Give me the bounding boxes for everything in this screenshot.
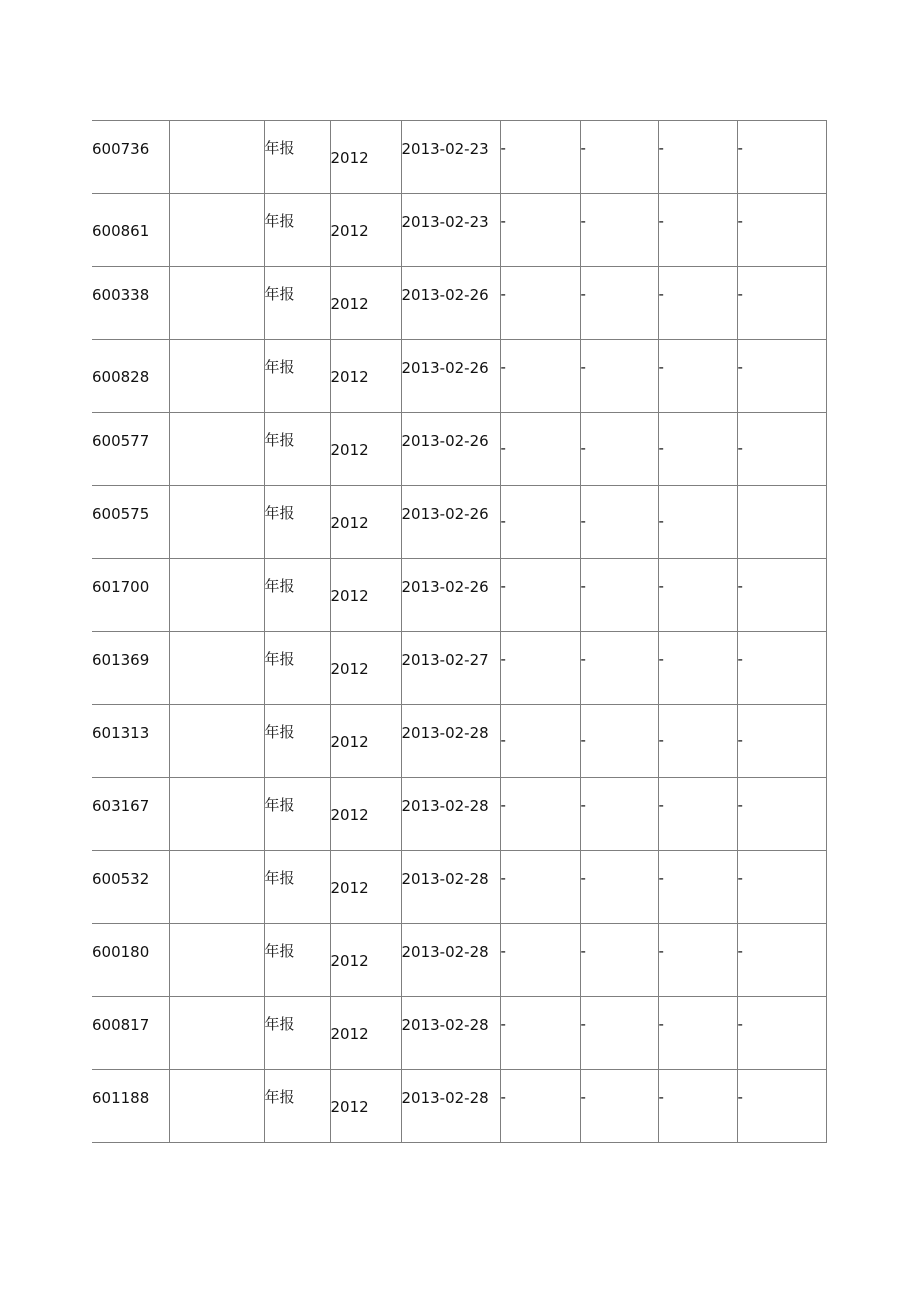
report-year-cell xyxy=(330,413,401,486)
disclosure-date-cell-text: 2013-02-28 xyxy=(401,870,489,888)
value-cell-1 xyxy=(500,340,580,413)
disclosure-date-cell xyxy=(401,632,500,705)
disclosure-date-cell xyxy=(401,924,500,997)
report-year-cell-text: 2012 xyxy=(330,587,369,605)
report-year-cell-text: 2012 xyxy=(330,1098,369,1116)
report-year-cell xyxy=(330,632,401,705)
stock-code-cell-text: 600180 xyxy=(92,943,150,961)
value-cell-2-text: - xyxy=(580,1015,586,1033)
report-year-cell-text: 2012 xyxy=(330,295,369,313)
value-cell-4-text: - xyxy=(737,285,743,303)
disclosure-date-cell xyxy=(401,559,500,632)
value-cell-1-text: - xyxy=(500,212,506,230)
stock-name-cell xyxy=(169,121,264,194)
disclosure-date-cell xyxy=(401,1070,500,1143)
report-year-cell xyxy=(330,778,401,851)
report-year-cell-text: 2012 xyxy=(330,1025,369,1043)
value-cell-4 xyxy=(737,851,826,924)
value-cell-2 xyxy=(580,340,658,413)
disclosure-date-cell-text: 2013-02-28 xyxy=(401,1016,489,1034)
report-year-cell-text: 2012 xyxy=(330,441,369,459)
value-cell-3-text: - xyxy=(658,1015,664,1033)
stock-name-cell xyxy=(169,632,264,705)
value-cell-4-text: - xyxy=(737,650,743,668)
report-type-cell xyxy=(264,924,330,997)
report-type-cell-text: 年报 xyxy=(264,212,295,230)
report-year-cell-text: 2012 xyxy=(330,879,369,897)
value-cell-4 xyxy=(737,559,826,632)
disclosure-date-cell-text: 2013-02-23 xyxy=(401,213,489,231)
value-cell-4-text: - xyxy=(737,942,743,960)
disclosure-date-cell-text: 2013-02-26 xyxy=(401,578,489,596)
value-cell-1-text: - xyxy=(500,942,506,960)
value-cell-3 xyxy=(658,924,737,997)
value-cell-1 xyxy=(500,486,580,559)
report-year-cell-text: 2012 xyxy=(330,514,369,532)
value-cell-4-text xyxy=(738,486,826,512)
value-cell-2 xyxy=(580,705,658,778)
value-cell-2 xyxy=(580,559,658,632)
stock-code-cell-text: 601700 xyxy=(92,578,150,596)
value-cell-2-text: - xyxy=(580,942,586,960)
stock-code-cell xyxy=(92,705,169,778)
table-row xyxy=(92,705,826,778)
table-row xyxy=(92,632,826,705)
value-cell-2 xyxy=(580,121,658,194)
value-cell-4 xyxy=(737,924,826,997)
value-cell-2 xyxy=(580,632,658,705)
report-year-cell xyxy=(330,997,401,1070)
value-cell-1-text: - xyxy=(500,731,506,749)
value-cell-2-text: - xyxy=(580,577,586,595)
stock-code-cell xyxy=(92,1070,169,1143)
table-row xyxy=(92,559,826,632)
value-cell-1 xyxy=(500,194,580,267)
value-cell-3-text: - xyxy=(658,796,664,814)
report-year-cell xyxy=(330,924,401,997)
stock-code-cell xyxy=(92,997,169,1070)
disclosure-date-cell xyxy=(401,486,500,559)
report-year-cell-text: 2012 xyxy=(330,222,369,240)
value-cell-4 xyxy=(737,632,826,705)
disclosure-date-cell-text: 2013-02-27 xyxy=(401,651,489,669)
value-cell-1-text: - xyxy=(500,650,506,668)
value-cell-3 xyxy=(658,1070,737,1143)
stock-code-cell xyxy=(92,340,169,413)
disclosure-date-cell xyxy=(401,997,500,1070)
value-cell-1-text: - xyxy=(500,285,506,303)
report-type-cell xyxy=(264,413,330,486)
value-cell-3-text: - xyxy=(658,212,664,230)
disclosure-date-cell-text: 2013-02-28 xyxy=(401,797,489,815)
value-cell-4-text: - xyxy=(737,212,743,230)
value-cell-3-text: - xyxy=(658,731,664,749)
report-type-cell xyxy=(264,267,330,340)
table-body xyxy=(92,121,826,1143)
report-type-cell xyxy=(264,851,330,924)
report-type-cell-text: 年报 xyxy=(264,942,295,960)
value-cell-1 xyxy=(500,267,580,340)
report-year-cell-text: 2012 xyxy=(330,806,369,824)
value-cell-2 xyxy=(580,851,658,924)
table-row xyxy=(92,924,826,997)
value-cell-4 xyxy=(737,267,826,340)
stock-name-cell xyxy=(169,486,264,559)
disclosure-date-cell-text: 2013-02-26 xyxy=(401,505,489,523)
value-cell-2-text: - xyxy=(580,869,586,887)
table-row xyxy=(92,997,826,1070)
value-cell-2 xyxy=(580,997,658,1070)
report-year-cell-text: 2012 xyxy=(330,952,369,970)
table-row xyxy=(92,486,826,559)
value-cell-3-text: - xyxy=(658,942,664,960)
value-cell-2-text: - xyxy=(580,796,586,814)
report-type-cell-text: 年报 xyxy=(264,139,295,157)
report-type-cell xyxy=(264,1070,330,1143)
stock-code-cell xyxy=(92,121,169,194)
value-cell-3-text: - xyxy=(658,285,664,303)
value-cell-4-text: - xyxy=(737,869,743,887)
value-cell-3-text: - xyxy=(658,577,664,595)
report-type-cell-text: 年报 xyxy=(264,285,295,303)
disclosure-date-cell xyxy=(401,413,500,486)
value-cell-3 xyxy=(658,559,737,632)
disclosure-date-cell xyxy=(401,194,500,267)
value-cell-3-text: - xyxy=(658,358,664,376)
value-cell-3 xyxy=(658,778,737,851)
report-year-cell xyxy=(330,121,401,194)
disclosure-date-cell xyxy=(401,121,500,194)
stock-name-cell xyxy=(169,194,264,267)
stock-code-cell-text: 601188 xyxy=(92,1089,150,1107)
stock-name-cell xyxy=(169,267,264,340)
stock-name-cell xyxy=(169,559,264,632)
value-cell-4 xyxy=(737,413,826,486)
disclosure-date-cell-text: 2013-02-23 xyxy=(401,140,489,158)
value-cell-4-text: - xyxy=(737,796,743,814)
stock-code-cell-text: 600736 xyxy=(92,140,150,158)
value-cell-3 xyxy=(658,632,737,705)
report-type-cell xyxy=(264,705,330,778)
value-cell-1-text: - xyxy=(500,139,506,157)
stock-code-cell xyxy=(92,486,169,559)
value-cell-4 xyxy=(737,121,826,194)
report-type-cell xyxy=(264,559,330,632)
value-cell-4-text: - xyxy=(737,1015,743,1033)
report-year-cell xyxy=(330,340,401,413)
value-cell-1 xyxy=(500,559,580,632)
value-cell-1-text: - xyxy=(500,358,506,376)
stock-code-cell-text: 601369 xyxy=(92,651,150,669)
value-cell-4-text: - xyxy=(737,731,743,749)
table-row xyxy=(92,413,826,486)
report-type-cell xyxy=(264,778,330,851)
value-cell-4-text: - xyxy=(737,577,743,595)
value-cell-2-text: - xyxy=(580,1088,586,1106)
table-row xyxy=(92,1070,826,1143)
value-cell-1-text: - xyxy=(500,1088,506,1106)
value-cell-4-text: - xyxy=(737,139,743,157)
report-type-cell xyxy=(264,632,330,705)
table-row xyxy=(92,851,826,924)
report-type-cell-text: 年报 xyxy=(264,1015,295,1033)
value-cell-1 xyxy=(500,705,580,778)
value-cell-3 xyxy=(658,194,737,267)
disclosure-date-cell-text: 2013-02-26 xyxy=(401,286,489,304)
value-cell-4-text: - xyxy=(737,358,743,376)
stock-code-cell-text: 600575 xyxy=(92,505,150,523)
stock-name-cell xyxy=(169,997,264,1070)
stock-code-cell-text: 600577 xyxy=(92,432,150,450)
disclosure-date-cell-text: 2013-02-28 xyxy=(401,1089,489,1107)
report-type-cell xyxy=(264,340,330,413)
value-cell-3 xyxy=(658,121,737,194)
stock-code-cell xyxy=(92,559,169,632)
disclosure-date-cell xyxy=(401,778,500,851)
value-cell-3-text: - xyxy=(658,869,664,887)
value-cell-4 xyxy=(737,194,826,267)
stock-code-cell-text: 603167 xyxy=(92,797,150,815)
report-type-cell xyxy=(264,486,330,559)
table-row xyxy=(92,340,826,413)
value-cell-3 xyxy=(658,705,737,778)
report-year-cell xyxy=(330,559,401,632)
report-year-cell-text: 2012 xyxy=(330,149,369,167)
value-cell-1 xyxy=(500,778,580,851)
stock-code-cell-text: 600861 xyxy=(92,222,150,240)
disclosure-date-cell xyxy=(401,851,500,924)
stock-code-cell-text: 600338 xyxy=(92,286,150,304)
stock-name-cell xyxy=(169,705,264,778)
value-cell-2-text: - xyxy=(580,285,586,303)
report-type-cell-text: 年报 xyxy=(264,796,295,814)
value-cell-2-text: - xyxy=(580,731,586,749)
stock-code-cell-text: 600828 xyxy=(92,368,150,386)
value-cell-2-text: - xyxy=(580,139,586,157)
value-cell-2-text: - xyxy=(580,439,586,457)
report-year-cell xyxy=(330,705,401,778)
table-row xyxy=(92,778,826,851)
value-cell-1-text: - xyxy=(500,577,506,595)
value-cell-1-text: - xyxy=(500,869,506,887)
table-row xyxy=(92,194,826,267)
stock-code-cell-text: 601313 xyxy=(92,724,150,742)
stock-code-cell xyxy=(92,632,169,705)
stock-name-cell xyxy=(169,851,264,924)
value-cell-2 xyxy=(580,778,658,851)
report-table xyxy=(92,120,827,1143)
value-cell-4 xyxy=(737,705,826,778)
report-type-cell-text: 年报 xyxy=(264,504,295,522)
report-type-cell xyxy=(264,194,330,267)
value-cell-2-text: - xyxy=(580,512,586,530)
report-year-cell-text: 2012 xyxy=(330,368,369,386)
stock-code-cell xyxy=(92,778,169,851)
value-cell-2 xyxy=(580,924,658,997)
value-cell-1 xyxy=(500,121,580,194)
value-cell-1 xyxy=(500,851,580,924)
stock-name-cell xyxy=(169,413,264,486)
disclosure-date-cell xyxy=(401,705,500,778)
disclosure-date-cell xyxy=(401,267,500,340)
report-type-cell-text: 年报 xyxy=(264,723,295,741)
value-cell-4 xyxy=(737,1070,826,1143)
stock-code-cell xyxy=(92,851,169,924)
value-cell-2 xyxy=(580,267,658,340)
value-cell-1-text: - xyxy=(500,512,506,530)
value-cell-1 xyxy=(500,997,580,1070)
stock-code-cell xyxy=(92,924,169,997)
stock-code-cell-text: 600532 xyxy=(92,870,150,888)
stock-name-cell xyxy=(169,924,264,997)
report-type-cell-text: 年报 xyxy=(264,358,295,376)
report-type-cell xyxy=(264,997,330,1070)
report-type-cell-text: 年报 xyxy=(264,577,295,595)
value-cell-3-text: - xyxy=(658,512,664,530)
report-year-cell-text: 2012 xyxy=(330,733,369,751)
value-cell-1-text: - xyxy=(500,796,506,814)
value-cell-3 xyxy=(658,340,737,413)
stock-code-cell xyxy=(92,413,169,486)
stock-code-cell-text: 600817 xyxy=(92,1016,150,1034)
stock-name-cell xyxy=(169,340,264,413)
value-cell-3-text: - xyxy=(658,439,664,457)
table-row xyxy=(92,121,826,194)
disclosure-date-cell-text: 2013-02-26 xyxy=(401,432,489,450)
disclosure-date-cell-text: 2013-02-26 xyxy=(401,359,489,377)
value-cell-2-text: - xyxy=(580,650,586,668)
value-cell-1 xyxy=(500,632,580,705)
value-cell-4 xyxy=(737,778,826,851)
stock-name-cell xyxy=(169,778,264,851)
report-type-cell-text: 年报 xyxy=(264,650,295,668)
disclosure-date-cell xyxy=(401,340,500,413)
value-cell-3 xyxy=(658,851,737,924)
disclosure-date-cell-text: 2013-02-28 xyxy=(401,943,489,961)
value-cell-3-text: - xyxy=(658,650,664,668)
value-cell-1 xyxy=(500,924,580,997)
value-cell-4 xyxy=(737,486,826,559)
value-cell-1-text: - xyxy=(500,439,506,457)
report-type-cell-text: 年报 xyxy=(264,1088,295,1106)
table-row xyxy=(92,267,826,340)
report-type-cell-text: 年报 xyxy=(264,431,295,449)
report-year-cell xyxy=(330,851,401,924)
stock-code-cell xyxy=(92,194,169,267)
value-cell-3 xyxy=(658,413,737,486)
value-cell-4-text: - xyxy=(737,1088,743,1106)
value-cell-3 xyxy=(658,267,737,340)
stock-code-cell xyxy=(92,267,169,340)
value-cell-2 xyxy=(580,1070,658,1143)
value-cell-1-text: - xyxy=(500,1015,506,1033)
report-type-cell xyxy=(264,121,330,194)
value-cell-1 xyxy=(500,1070,580,1143)
value-cell-3-text: - xyxy=(658,1088,664,1106)
value-cell-4-text: - xyxy=(737,439,743,457)
value-cell-3 xyxy=(658,997,737,1070)
report-year-cell xyxy=(330,194,401,267)
stock-name-cell xyxy=(169,1070,264,1143)
value-cell-4 xyxy=(737,340,826,413)
disclosure-date-cell-text: 2013-02-28 xyxy=(401,724,489,742)
value-cell-3 xyxy=(658,486,737,559)
value-cell-2-text: - xyxy=(580,212,586,230)
value-cell-2 xyxy=(580,413,658,486)
report-type-cell-text: 年报 xyxy=(264,869,295,887)
report-year-cell xyxy=(330,486,401,559)
value-cell-4 xyxy=(737,997,826,1070)
value-cell-2-text: - xyxy=(580,358,586,376)
value-cell-2 xyxy=(580,194,658,267)
value-cell-2 xyxy=(580,486,658,559)
report-year-cell xyxy=(330,1070,401,1143)
report-year-cell-text: 2012 xyxy=(330,660,369,678)
value-cell-1 xyxy=(500,413,580,486)
value-cell-3-text: - xyxy=(658,139,664,157)
report-year-cell xyxy=(330,267,401,340)
